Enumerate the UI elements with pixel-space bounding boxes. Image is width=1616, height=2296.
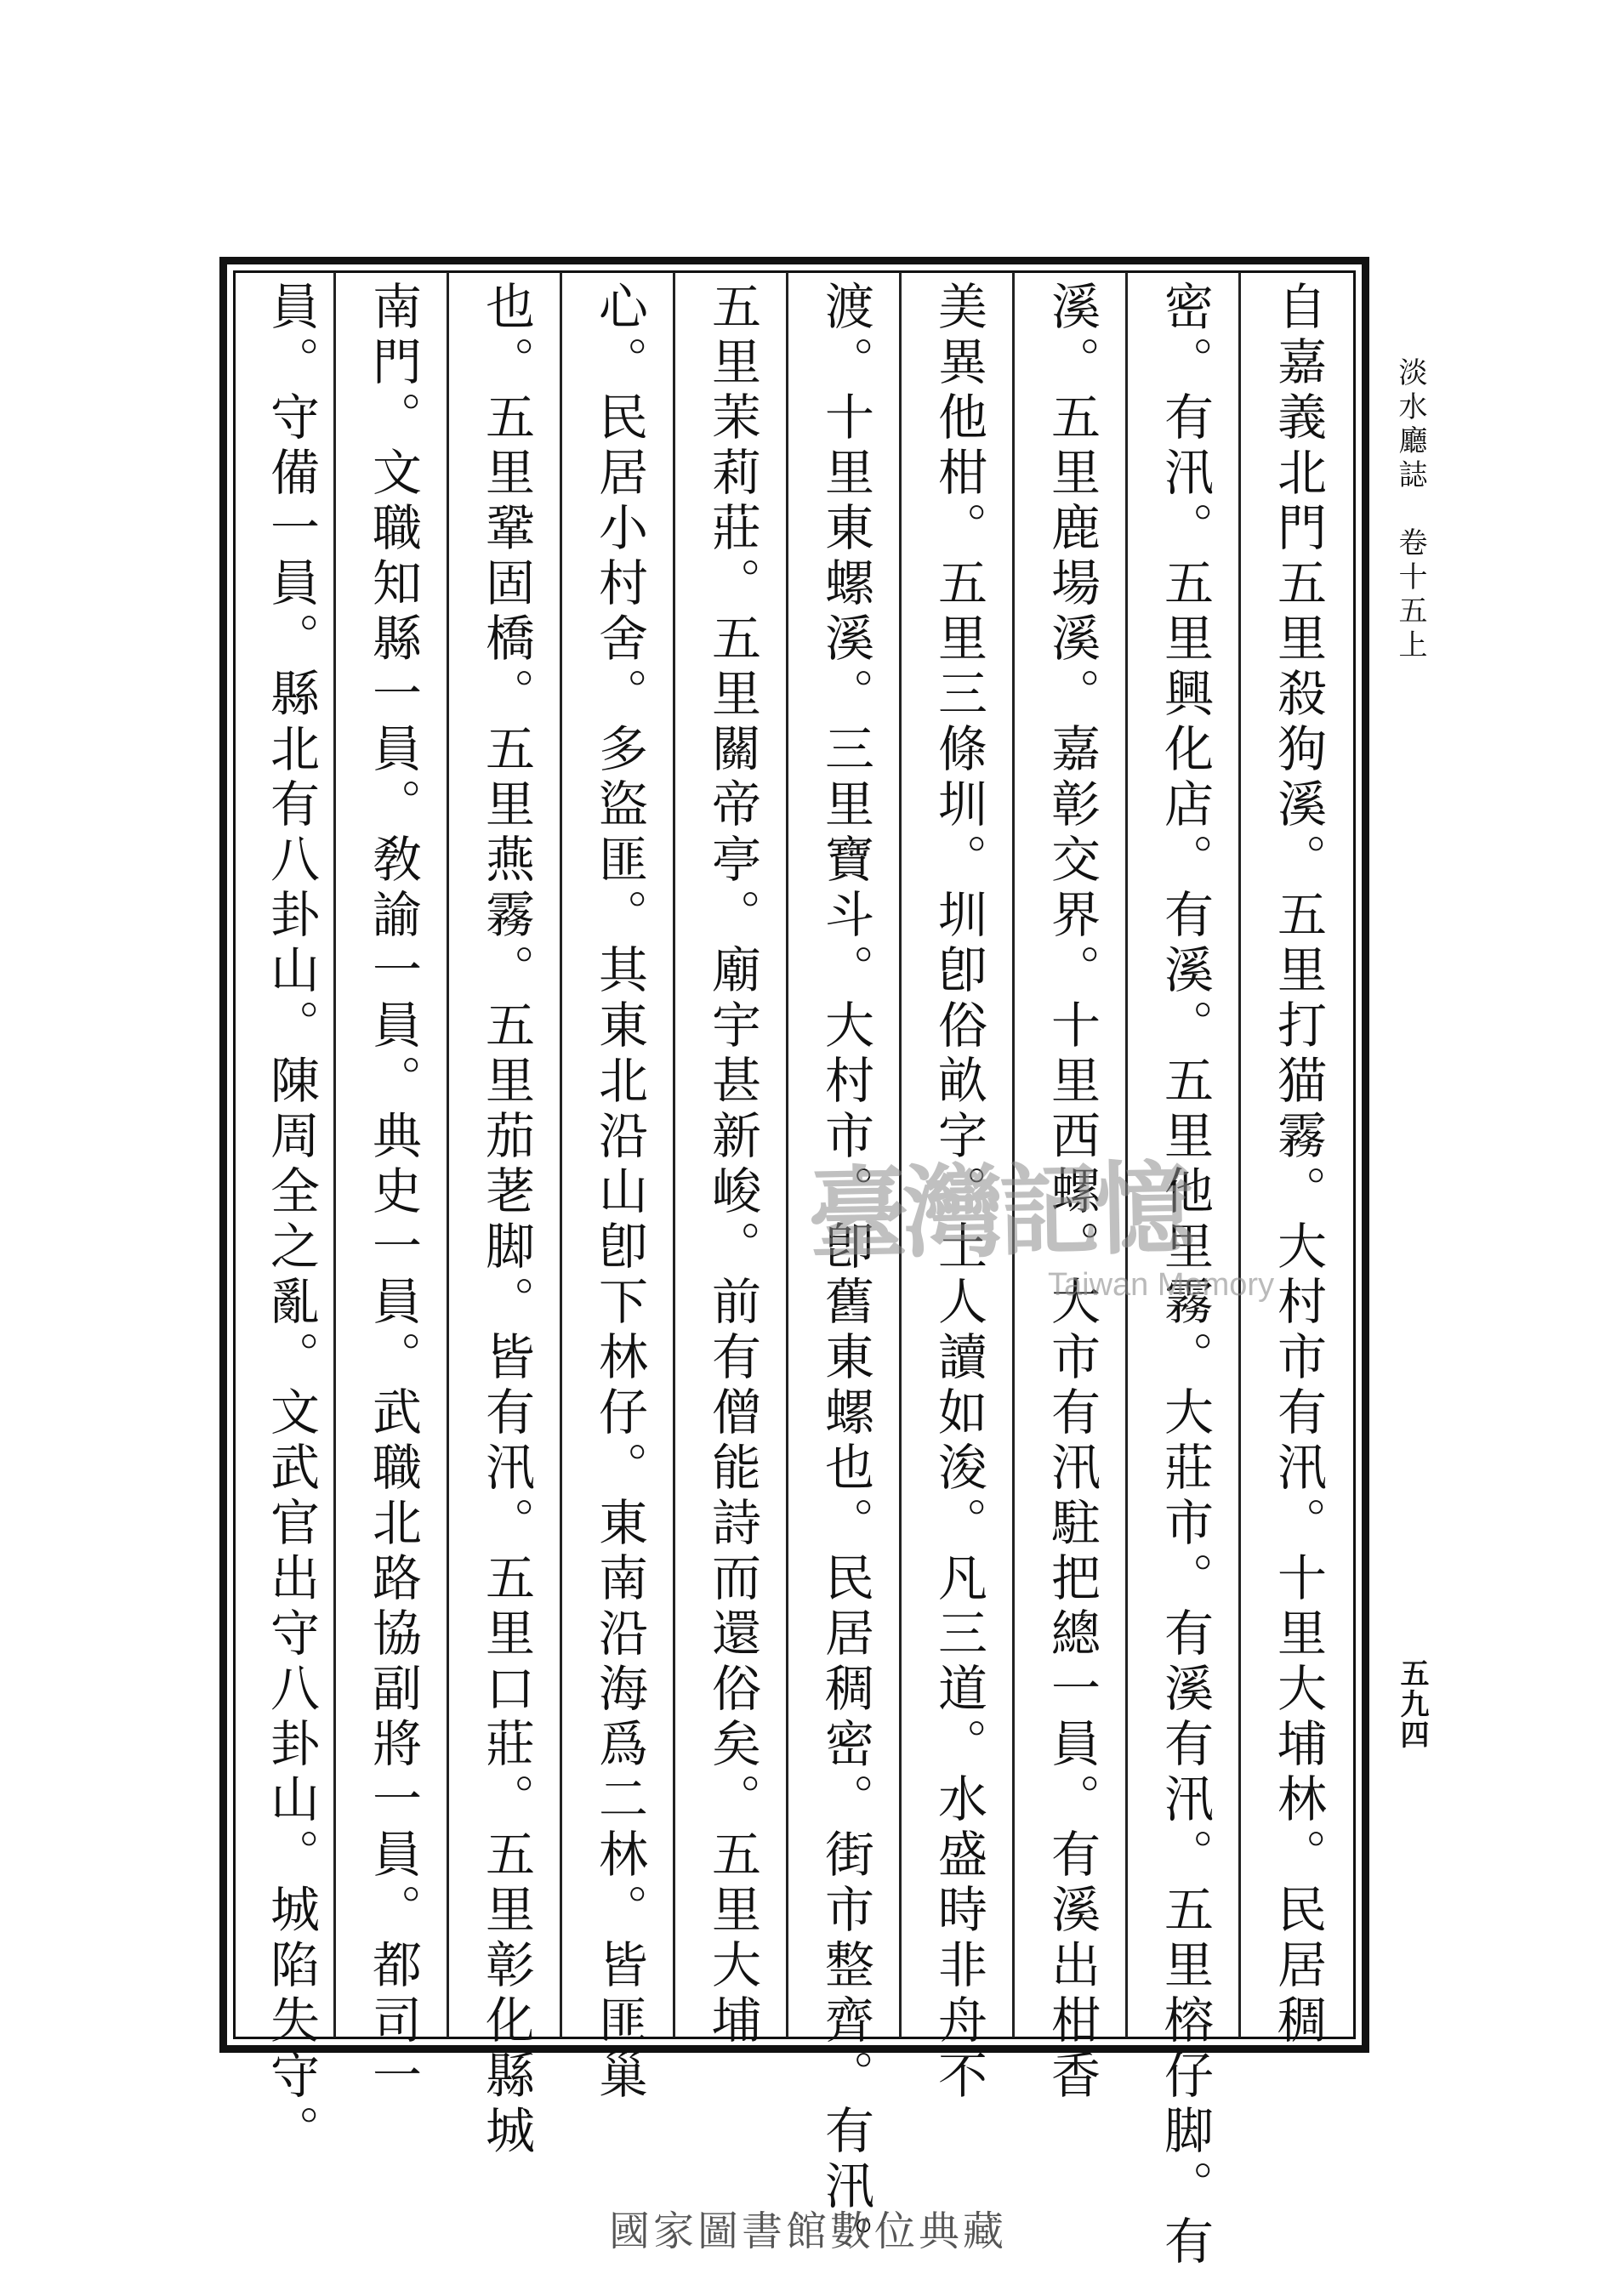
text-column-9: 南門。文職知縣一員。敎諭一員。典史一員。武職北路協副將一員。都司一 xyxy=(364,281,422,2105)
text-column-4: 美異他柑。五里三條圳。圳卽俗畝字。土人讀如浚。凡三道。水盛時非舟不 xyxy=(930,281,987,2105)
text-column-1: 自嘉義北門五里殺狗溪。五里打猫霧。大村市有汛。十里大埔林。民居稠 xyxy=(1269,281,1327,2049)
library-footer: 國家圖書館數位典藏 xyxy=(608,2208,1007,2255)
text-column-5: 渡。十里東螺溪。三里寶斗。大村市。卽舊東螺也。民居稠密。街市整齊。有汛。 xyxy=(817,281,874,2270)
text-column-8: 也。五里鞏固橋。五里燕霧。五里茄荖脚。皆有汛。五里口莊。五里彰化縣城 xyxy=(477,281,535,2160)
text-column-6: 五里茉莉莊。五里關帝亭。廟宇甚新峻。前有僧能詩而還俗矣。五里大埔 xyxy=(703,281,761,2049)
text-column-10: 員。守備一員。縣北有八卦山。陳周全之亂。文武官出守八卦山。城陷失守。 xyxy=(262,281,320,2160)
page-number: 五九四 xyxy=(1395,1658,1429,1750)
text-column-3: 溪。五里鹿場溪。嘉彰交界。十里西螺。大市有汛駐把總一員。有溪出柑香 xyxy=(1043,281,1101,2105)
watermark-english: Taiwan Memory xyxy=(1048,1267,1275,1303)
text-column-2: 密。有汛。五里興化店。有溪。五里他里霧。大莊市。有溪有汛。五里榕仔脚。有 xyxy=(1156,281,1214,2270)
watermark-logo: 臺灣記憶 xyxy=(806,1149,1191,1274)
text-column-7: 心。民居小村舍。多盜匪。其東北沿山卽下林仔。東南沿海爲二林。皆匪巢 xyxy=(590,281,648,2105)
book-title-margin: 淡水廳誌 卷十五上 xyxy=(1393,357,1427,663)
